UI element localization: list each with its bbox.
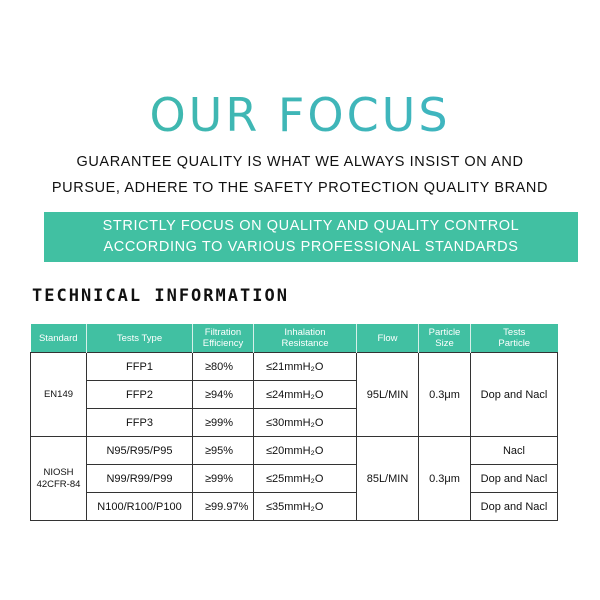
header-standard: Standard — [31, 324, 87, 353]
tests-type-cell: FFP2 — [87, 381, 193, 409]
inhalation-cell: ≤24mmH₂O — [254, 381, 357, 409]
header-tests-particle: Tests Particle — [471, 324, 558, 353]
particle-size-cell: 0.3μm — [419, 437, 471, 521]
section-title: TECHNICAL INFORMATION — [32, 286, 289, 306]
page-title: OUR FOCUS — [0, 88, 600, 142]
inhalation-cell: ≤20mmH₂O — [254, 437, 357, 465]
table-row — [31, 353, 558, 381]
filtration-cell: ≥94% — [193, 381, 254, 409]
table-row — [31, 493, 558, 521]
header-filtration-efficiency: Filtration Efficiency — [193, 324, 254, 353]
subtitle-line-1: GUARANTEE QUALITY IS WHAT WE ALWAYS INSIST ON AND — [76, 154, 524, 170]
inhalation-cell: ≤21mmH₂O — [254, 353, 357, 381]
tests-particle-cell: Dop and Nacl — [471, 353, 558, 437]
header-flow: Flow — [357, 324, 419, 353]
standard-cell: EN149 — [31, 353, 87, 437]
tests-type-cell: N99/R99/P99 — [87, 465, 193, 493]
table-row — [31, 437, 558, 465]
subtitle-line-2: PURSUE, ADHERE TO THE SAFETY PROTECTION QUALITY BRAND — [51, 180, 549, 196]
tests-type-cell: FFP3 — [87, 409, 193, 437]
filtration-cell: ≥95% — [193, 437, 254, 465]
tests-particle-cell: Dop and Nacl — [471, 493, 558, 521]
inhalation-cell: ≤35mmH₂O — [254, 493, 357, 521]
table-row — [31, 465, 558, 493]
technical-info-table — [30, 324, 558, 521]
tests-type-cell: N100/R100/P100 — [87, 493, 193, 521]
banner-line-1: STRICTLY FOCUS ON QUALITY AND QUALITY CONTROL — [102, 218, 520, 234]
inhalation-cell: ≤25mmH₂O — [254, 465, 357, 493]
banner-line-2: ACCORDING TO VARIOUS PROFESSIONAL STANDARDS — [103, 239, 519, 255]
flow-cell: 85L/MIN — [357, 437, 419, 521]
focus-banner — [44, 212, 578, 262]
tests-type-cell: N95/R95/P95 — [87, 437, 193, 465]
tests-particle-cell: Dop and Nacl — [471, 465, 558, 493]
header-particle-size: Particle Size — [419, 324, 471, 353]
filtration-cell: ≥80% — [193, 353, 254, 381]
tests-particle-cell: Nacl — [471, 437, 558, 465]
inhalation-cell: ≤30mmH₂O — [254, 409, 357, 437]
tests-type-cell: FFP1 — [87, 353, 193, 381]
standard-cell: NIOSH 42CFR-84 — [31, 437, 87, 521]
filtration-cell: ≥99% — [193, 409, 254, 437]
table-header-row — [31, 324, 558, 353]
filtration-cell: ≥99.97% — [193, 493, 254, 521]
header-tests-type: Tests Type — [87, 324, 193, 353]
header-inhalation-resistance: Inhalation Resistance — [254, 324, 357, 353]
particle-size-cell: 0.3μm — [419, 353, 471, 437]
flow-cell: 95L/MIN — [357, 353, 419, 437]
filtration-cell: ≥99% — [193, 465, 254, 493]
